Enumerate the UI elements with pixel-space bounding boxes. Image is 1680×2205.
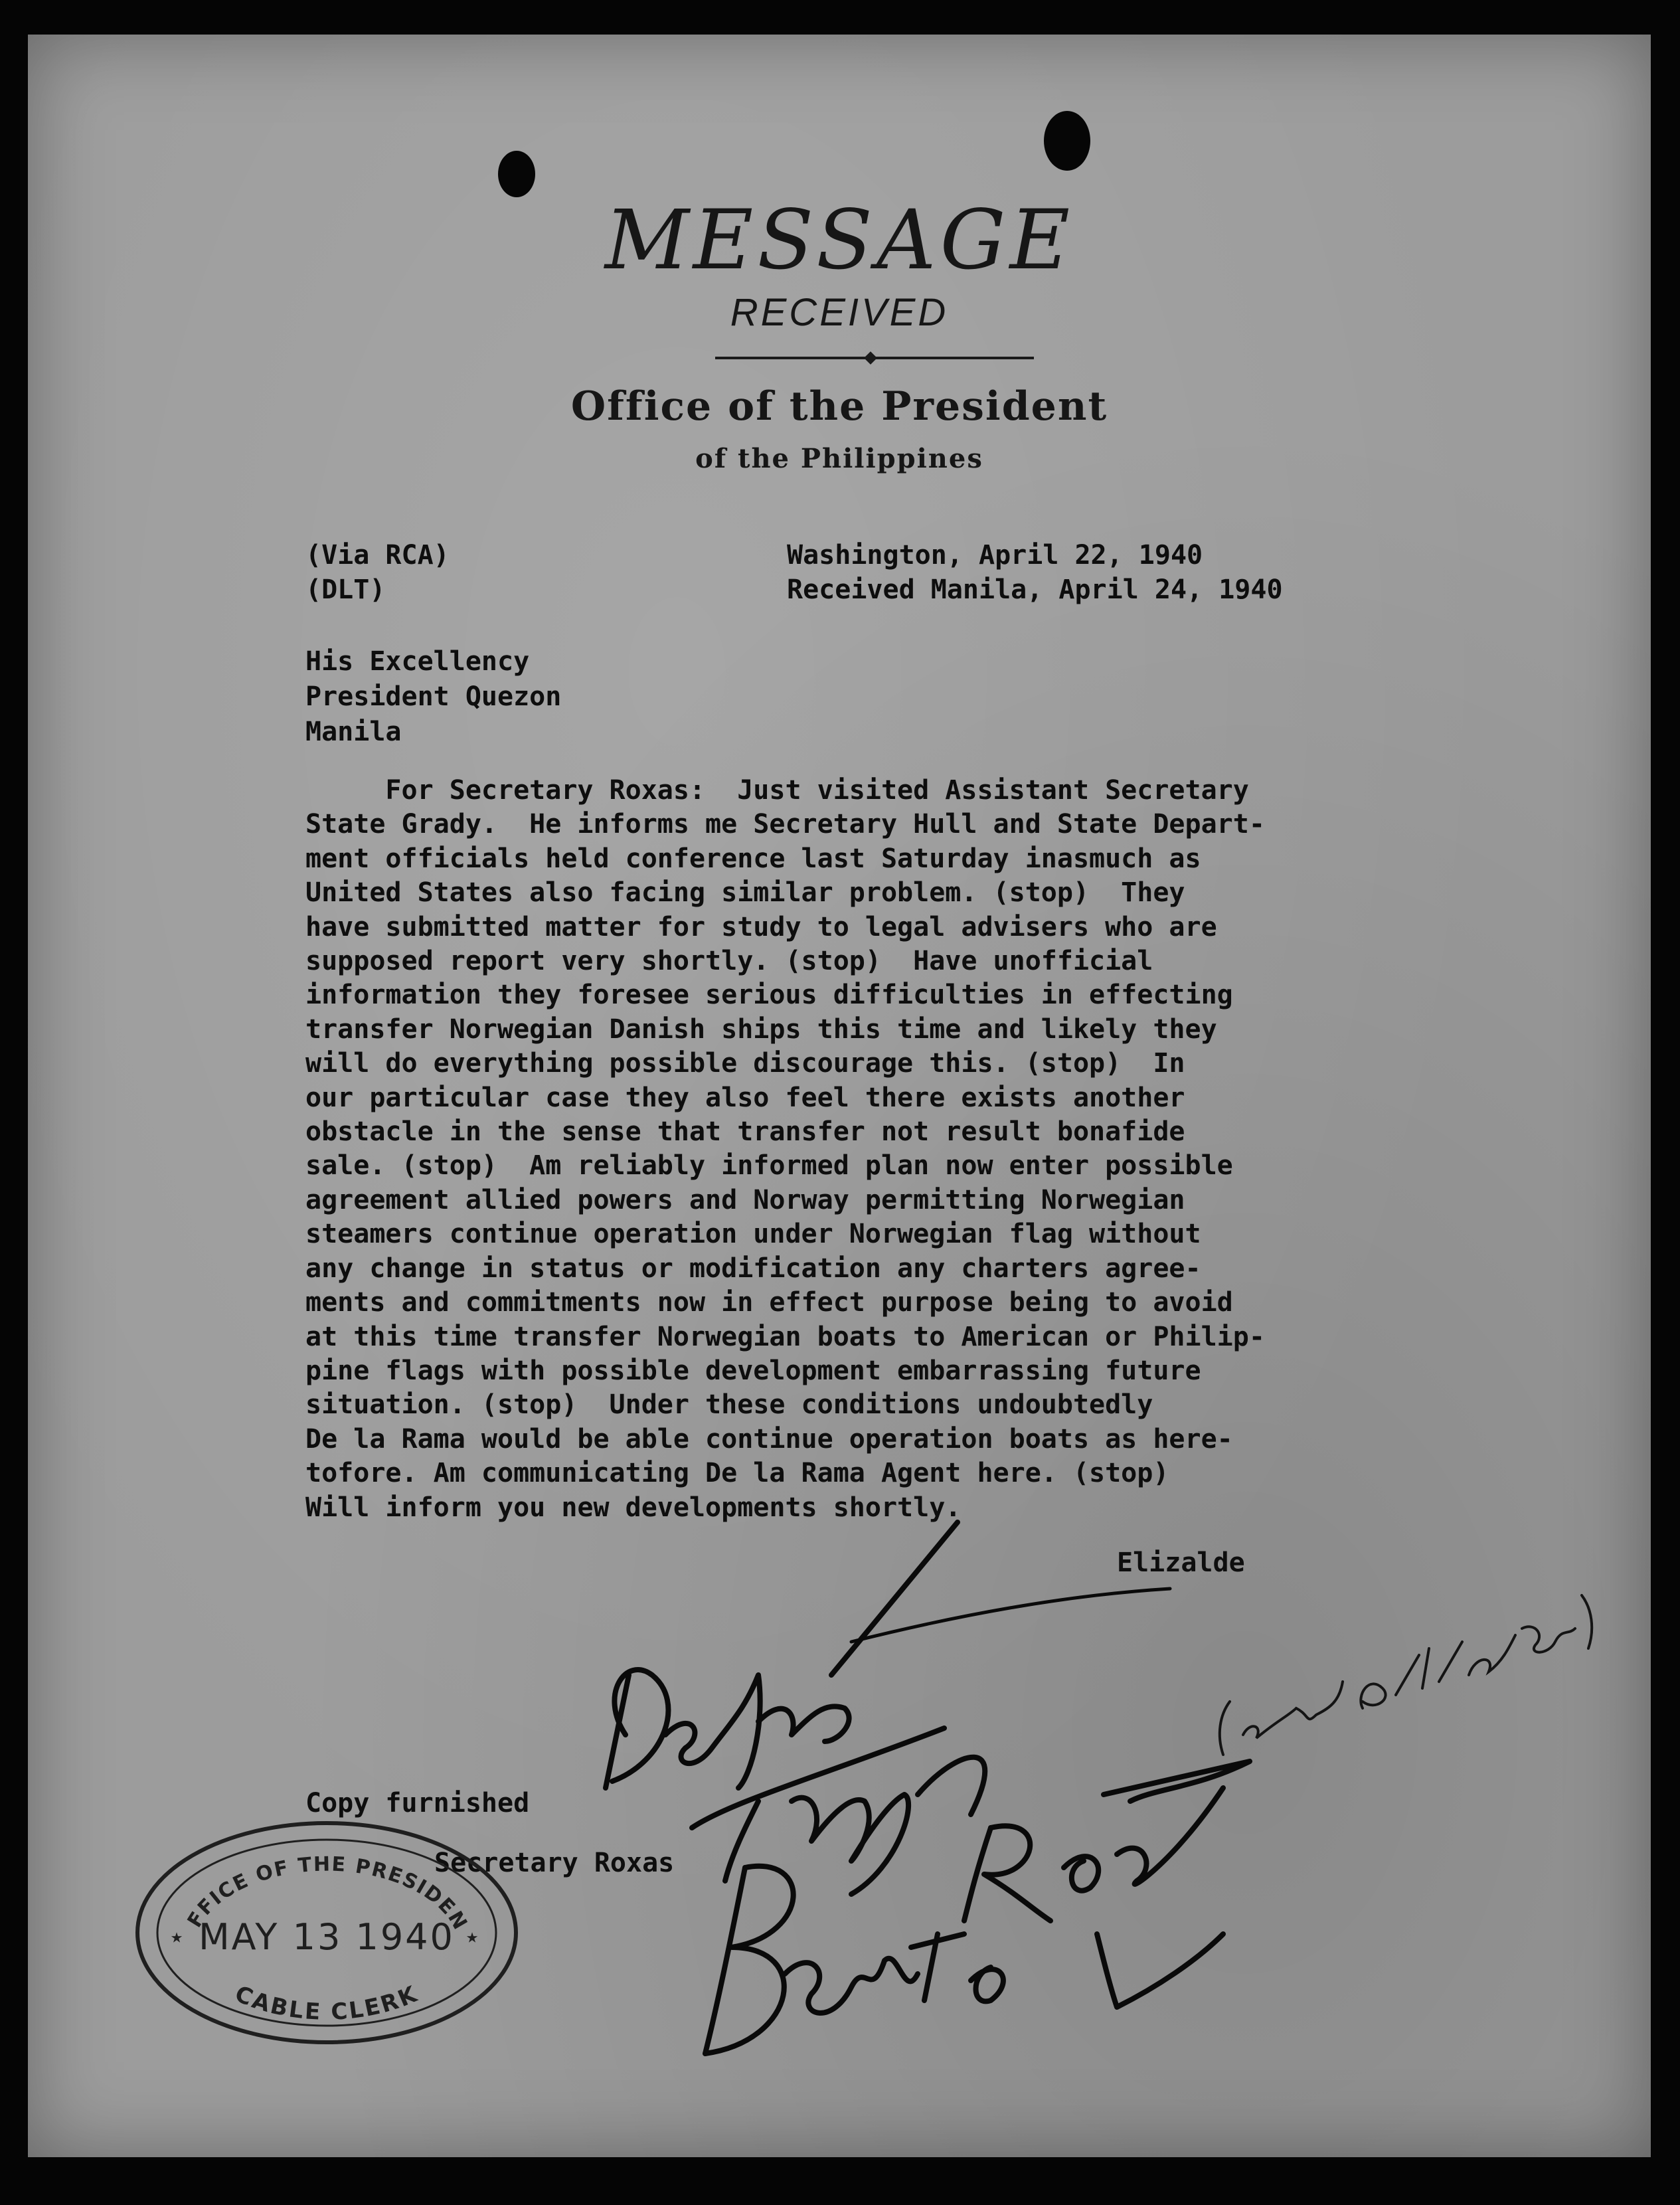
annotation-stroke (1582, 1595, 1592, 1648)
annotation-stroke (1220, 1702, 1230, 1755)
letterhead-title: MESSAGE (604, 193, 1074, 288)
body-line: State Grady. He informs me Secretary Hull and State Depart- (305, 809, 1265, 840)
received-line: Received Manila, April 24, 1940 (787, 574, 1283, 605)
body-line: ment officials held conference last Saturday inasmuch as (305, 843, 1201, 874)
body-line: at this time transfer Norwegian boats to American or Philip- (305, 1321, 1265, 1352)
handwriting-stroke (785, 1959, 918, 2013)
body-line: transfer Norwegian Danish ships this time and likely they (305, 1014, 1217, 1045)
body-line: De la Rama would be able continue operation boats as here- (305, 1423, 1233, 1455)
stamp-bottom-text: CABLE CLERK (230, 1980, 423, 2026)
addressee-line: President Quezon (305, 681, 562, 712)
body-line: sale. (stop) Am reliably informed plan now enter possible (305, 1150, 1233, 1182)
body-line: Will inform you new developments shortly. (305, 1492, 962, 1523)
body-line: United States also facing similar problem. (stop) They (305, 877, 1185, 909)
body-line: our particular case they also feel there exists another (305, 1082, 1185, 1113)
type-line: (DLT) (305, 574, 386, 605)
body-line: situation. (stop) Under these conditions undoubtedly (305, 1389, 1153, 1421)
body-line: tofore. Am communicating De la Rama Agent here. (stop) (305, 1458, 1169, 1489)
body-line: steamers continue operation under Norwegian flag without (305, 1219, 1201, 1250)
stamp-top-text: FFICE OF THE PRESIDEN (183, 1852, 472, 1935)
handwriting-stroke (705, 1868, 745, 2054)
stamp-star-icon: ★ (466, 1925, 479, 1948)
handwriting-stroke (971, 1967, 1003, 2001)
handwriting-stroke (1064, 1856, 1098, 1891)
stamp-date: MAY 13 1940 (199, 1916, 455, 1958)
body-line: will do everything possible discourage this. (stop) In (305, 1048, 1185, 1079)
handwriting-stroke (758, 1706, 849, 1741)
handwriting-stroke (984, 1826, 1050, 1921)
via-line: (Via RCA) (305, 540, 450, 571)
body-line: agreement allied powers and Norway permitting Norwegian (305, 1184, 1185, 1215)
annotation-stroke (1243, 1682, 1343, 1738)
letterhead-office: Office of the President (570, 383, 1108, 430)
handwriting-stroke (911, 1934, 964, 2000)
letterhead-country: of the Philippines (695, 443, 983, 474)
handwriting-stroke (705, 1866, 794, 2054)
document-page (28, 35, 1651, 2157)
annotation-stroke (1469, 1635, 1515, 1675)
copy-furnished-label: Copy furnished (305, 1788, 530, 1818)
annotation-stroke (1522, 1627, 1575, 1652)
copy-recipient: Secretary Roxas (434, 1848, 675, 1878)
body-line: ments and commitments now in effect purpose being to avoid (305, 1287, 1233, 1318)
handwriting-stroke (665, 1675, 760, 1788)
body-line: have submitted matter for study to legal advisers who are (305, 911, 1217, 942)
body-line: pine flags with possible development embarrassing future (305, 1355, 1201, 1386)
stamp-star-icon: ★ (171, 1925, 183, 1948)
body-line: information they foresee serious difficulties in effecting (305, 980, 1233, 1011)
handwritten-annotations (28, 35, 1651, 2157)
annotation-stroke (1396, 1642, 1462, 1695)
handwriting-stroke (1104, 1761, 1250, 1801)
body-line: For Secretary Roxas: Just visited Assistant Secretary (305, 775, 1249, 806)
body-line: obstacle in the sense that transfer not result bonafide (305, 1116, 1185, 1148)
handwriting-stroke (792, 1795, 908, 1894)
addressee-line: Manila (305, 717, 402, 747)
handwriting-stroke (831, 1522, 958, 1675)
body-line: any change in status or modification any charters agree- (305, 1253, 1201, 1284)
addressee-line: His Excellency (305, 646, 530, 677)
annotation-stroke (1361, 1684, 1385, 1708)
body-line: supposed report very shortly. (stop) Have unofficial (305, 946, 1153, 977)
handwriting-stroke (1097, 1934, 1223, 2007)
signer-name: Elizalde (1117, 1547, 1245, 1578)
handwriting-stroke (918, 1757, 985, 1814)
letterhead-subtitle: RECEIVED (730, 291, 949, 334)
sent-line: Washington, April 22, 1940 (787, 540, 1203, 571)
